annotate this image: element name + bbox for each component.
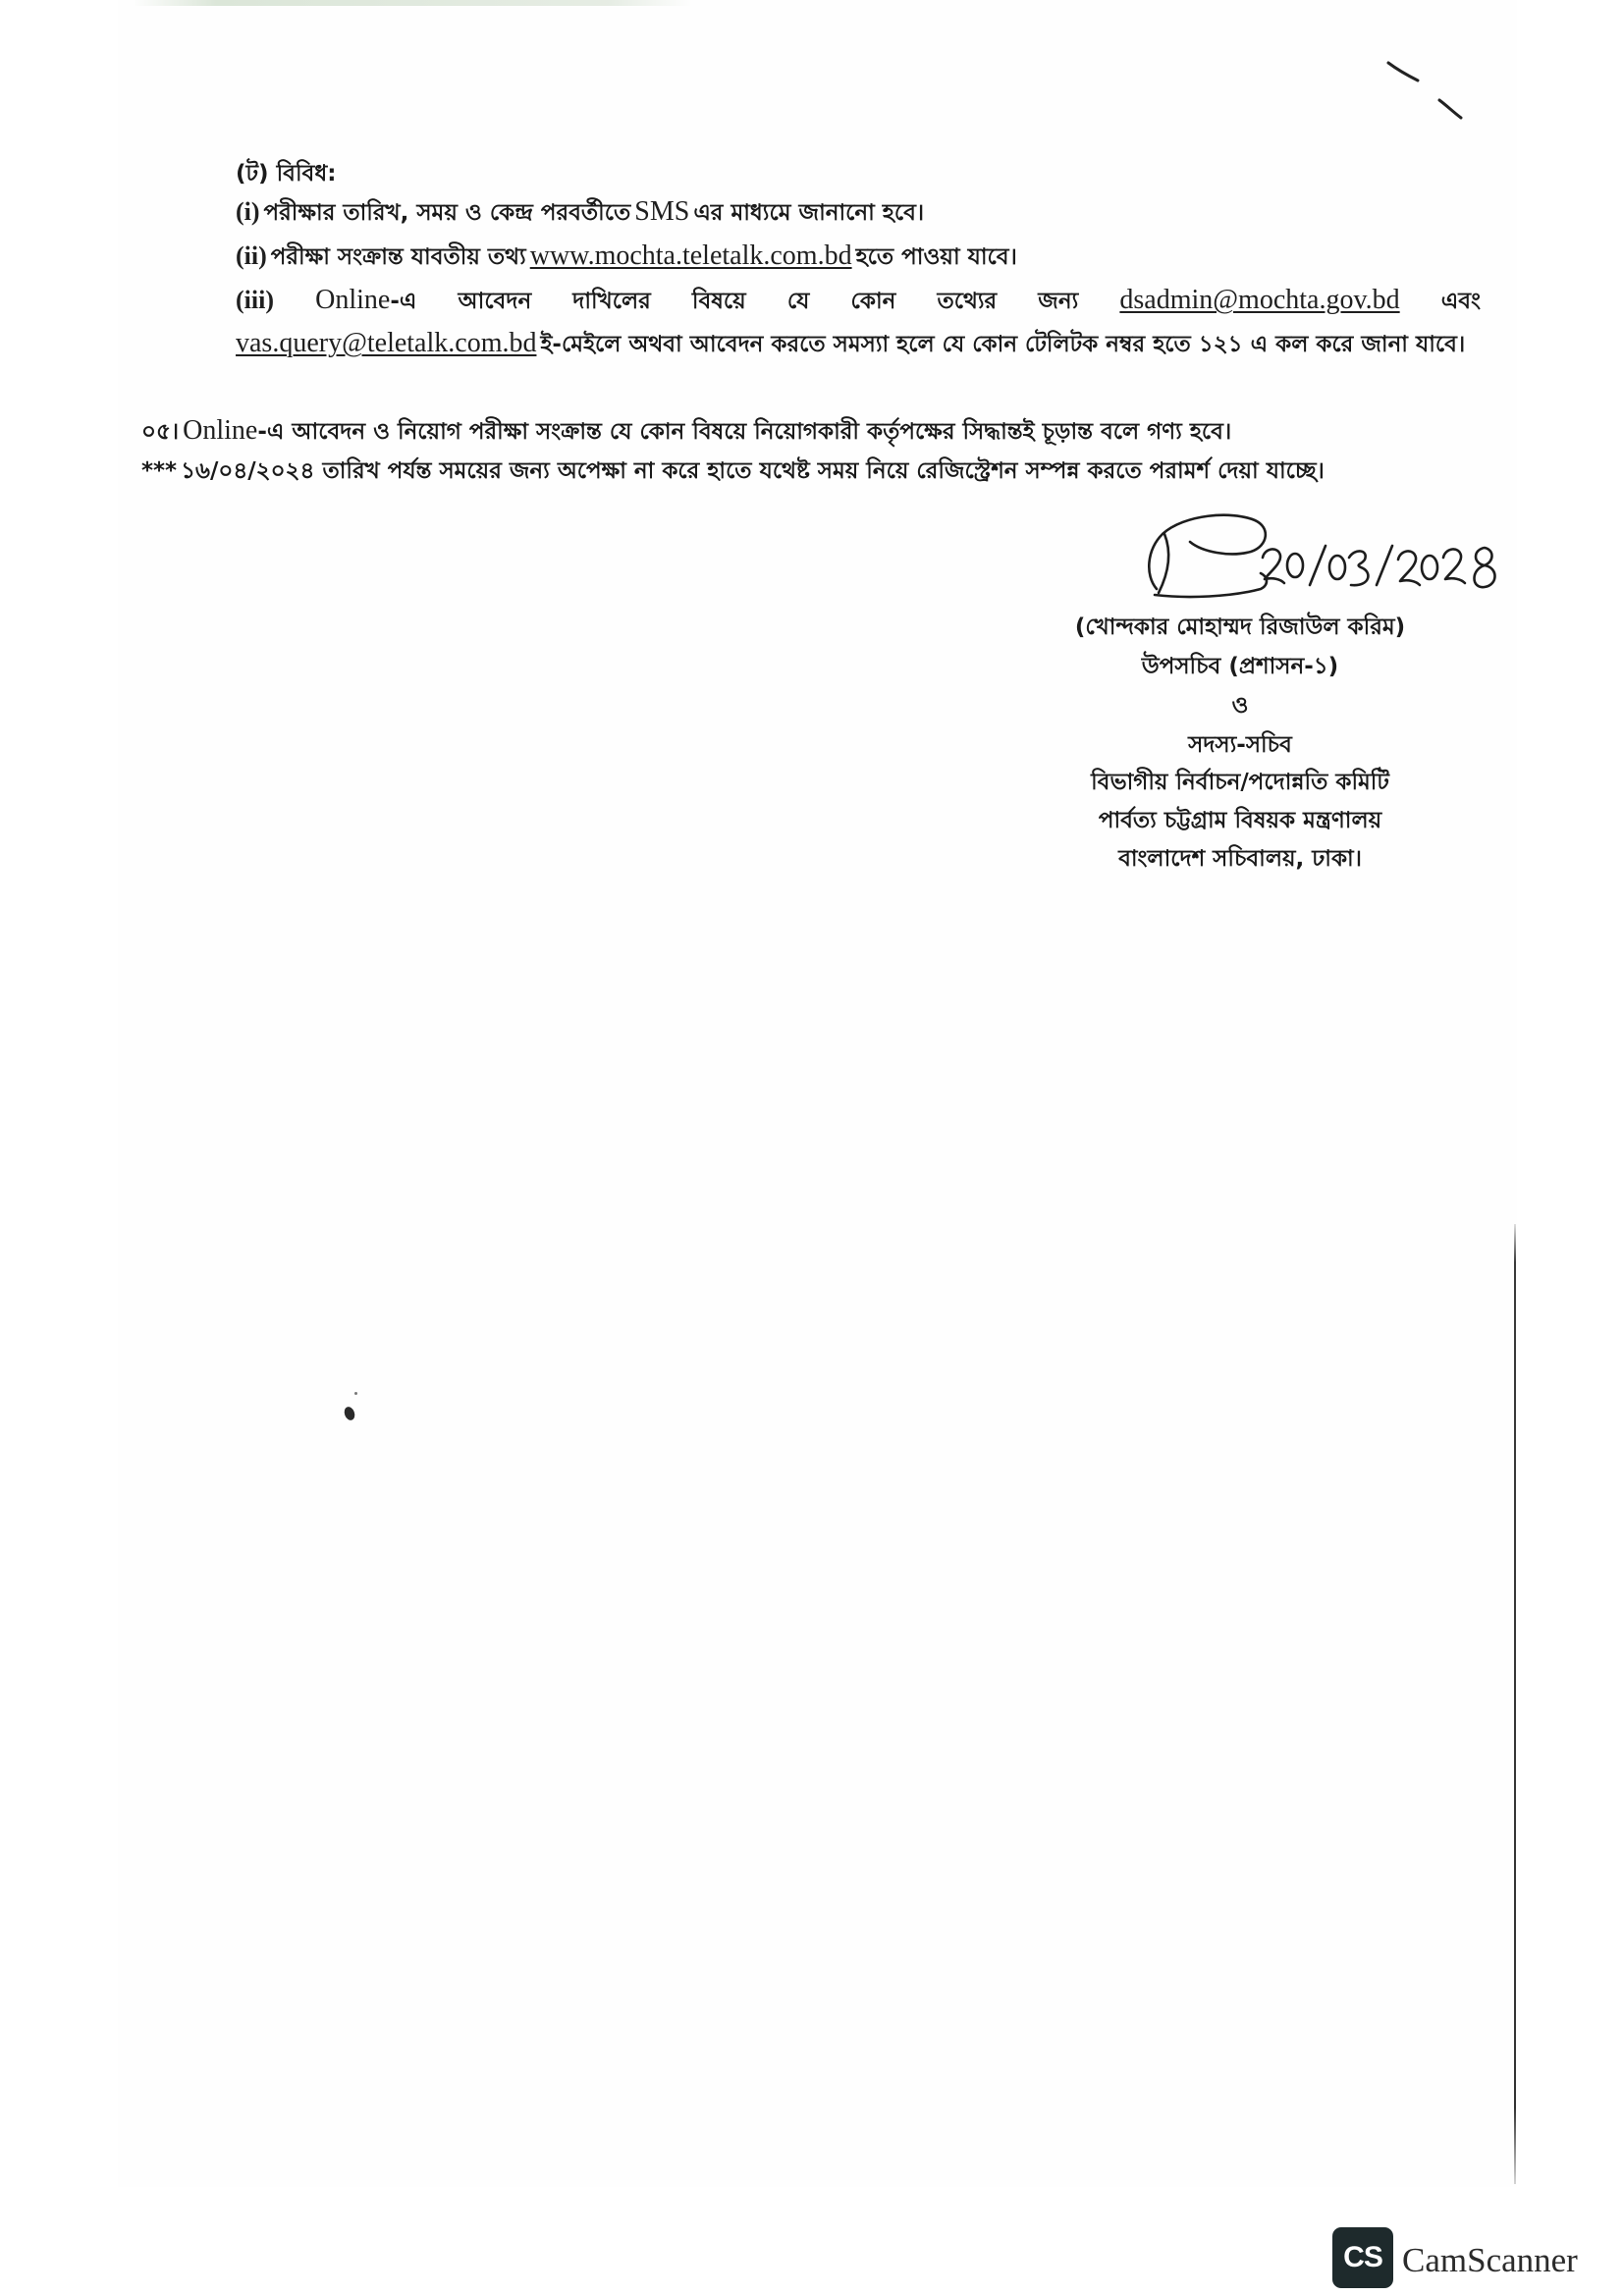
item-word: দাখিলের <box>572 289 651 314</box>
clause-text: -এ আবেদন ও নিয়োগ পরীক্ষা সংক্রান্ত যে কোন বিষয়ে নিয়োগকারী কর্তৃপক্ষের সিদ্ধান্তই চূড়ান্ত বলে গণ্য হবে। <box>257 419 1232 445</box>
item-text: পরীক্ষার তারিখ, সময় ও কেন্দ্র পরবর্তীতে <box>263 200 631 226</box>
signatory-and: ও <box>1231 693 1249 719</box>
signatory-committee: বিভাগীয় নির্বাচন/পদোন্নতি কমিটি <box>1091 770 1389 795</box>
signature-date-slash <box>1377 546 1392 585</box>
pen-marks <box>1375 49 1473 128</box>
signatory-designation: উপসচিব (প্রশাসন-১) <box>1141 654 1339 679</box>
signature-flourish <box>1149 515 1266 589</box>
handwritten-signature <box>1129 499 1512 609</box>
item-marker: (ii) <box>236 241 267 270</box>
item-word: জন্য <box>1038 289 1079 314</box>
item-word: কোন <box>850 289 896 314</box>
sms-label: SMS <box>634 196 690 227</box>
item-word: আবেদন <box>458 289 532 314</box>
paper-edge-line <box>1514 1224 1516 2184</box>
website-link: www.mochta.teletalk.com.bd <box>529 240 852 271</box>
item-text-end: এর মাধ্যমে জানানো হবে। <box>693 200 925 226</box>
item-word: বিষয়ে <box>691 289 746 314</box>
admin-email-link: dsadmin@mochta.gov.bd <box>1119 285 1400 315</box>
signature-date-digit <box>1475 548 1495 587</box>
online-suffix: -এ <box>390 289 417 314</box>
signature-date-digit <box>1443 549 1465 583</box>
item-word: তথ্যের <box>937 289 998 314</box>
signatory-ministry: পার্বত্য চট্টগ্রাম বিষয়ক মন্ত্রণালয় <box>1098 808 1382 833</box>
item-marker: (iii) <box>236 286 274 314</box>
pen-mark <box>1388 63 1418 80</box>
note-marker: *** <box>141 458 178 484</box>
note-text: ১৬/০৪/২০২৪ তারিখ পর্যন্ত সময়ের জন্য অপেক্ষা না করে হাতে যথেষ্ট সময় নিয়ে রেজিস্ট্রেশন সম্পন্ন করতে পরামর্শ দেয়া যাচ্ছে। <box>181 458 1325 484</box>
online-label: Online <box>183 415 258 446</box>
registration-note <box>141 452 1463 491</box>
online-label: Online <box>315 285 391 315</box>
item-marker: (i) <box>236 197 260 226</box>
camscanner-logo-icon: CS <box>1332 2227 1393 2288</box>
item-text-end: হতে পাওয়া যাবে। <box>855 244 1017 270</box>
signature-date-slash <box>1310 546 1325 585</box>
misc-item-2 <box>236 237 1316 276</box>
signature-date-digit <box>1287 554 1303 577</box>
item-text: পরীক্ষা সংক্রান্ত যাবতীয় তথ্য <box>270 244 526 270</box>
misc-item-3-line-2 <box>236 324 1483 363</box>
camscanner-wordmark: CamScanner <box>1402 2241 1578 2279</box>
signature-date-digit <box>1349 551 1368 585</box>
misc-section-heading: (ট) বিবিধ: <box>236 161 337 187</box>
clause-5 <box>141 411 1463 451</box>
online-word-group <box>315 281 416 320</box>
conjunction-word: এবং <box>1440 289 1481 314</box>
misc-item-3-line-1 <box>236 281 1481 320</box>
ink-speck <box>354 1392 357 1395</box>
signature-underline <box>1155 573 1267 597</box>
signature-date-digit <box>1422 556 1437 579</box>
signatory-role: সদস্য-সচিব <box>1188 732 1292 758</box>
signature-date-digit <box>1398 551 1420 585</box>
signatory-name: (খোন্দকার মোহাম্মদ রিজাউল করিম) <box>1074 614 1406 640</box>
teletalk-email-link: vas.query@teletalk.com.bd <box>236 328 537 358</box>
clause-number: ০৫। <box>141 419 180 445</box>
signature-stroke <box>1159 534 1168 593</box>
item-word: যে <box>786 289 810 314</box>
scan-edge-smudge <box>133 0 692 6</box>
misc-item-1 <box>236 192 1217 232</box>
signature-date-digit <box>1263 549 1284 583</box>
signature-date-digit <box>1329 556 1345 579</box>
signatory-office: বাংলাদেশ সচিবালয়, ঢাকা। <box>1118 846 1362 872</box>
item-text-end: ই-মেইলে অথবা আবেদন করতে সমস্যা হলে যে কোন টেলিটক নম্বর হতে ১২১ এ কল করে জানা যাবে। <box>540 332 1466 357</box>
pen-mark <box>1439 100 1461 118</box>
